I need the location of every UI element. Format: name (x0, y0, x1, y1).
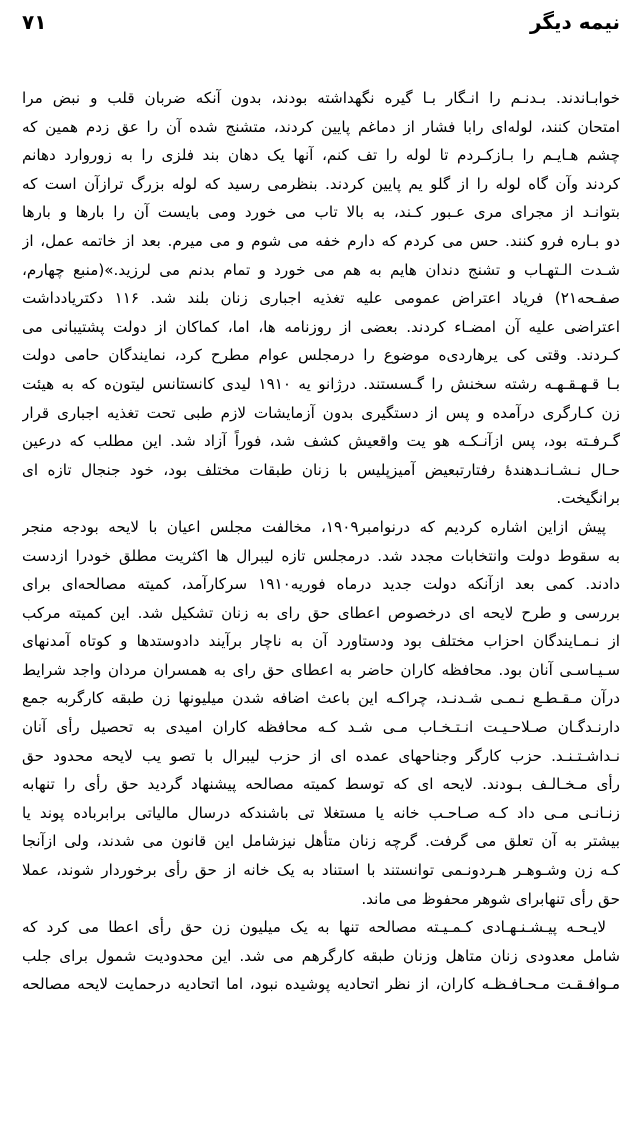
paragraph-1 (22, 84, 620, 513)
paragraph-3 (22, 913, 620, 999)
text-line: رأی مـخـالـف بـودند. لایحه ای که توسط کمیته مصالحه پیشنهاد گردید حق رأی را تنهابه (22, 775, 620, 794)
text-line: بررسی و طرح لایحه ای درخصوص اعطای حق رای به زنان تشکیل شد. این کمیته مرکب (22, 603, 620, 622)
text-line: امتحان کنند، لوله‌ای رابا فشار از دماغم پایین کردند، متشنج شده آن را عق زدم همین که (22, 117, 620, 136)
text-line: حق رأی تنهابرای شوهر محفوظ می ماند. (361, 889, 620, 908)
text-line: حـال نـشـانـدهندهٔ رفتارتبعیض آمیزپلیس با زنان طبقات مختلف بود، خود جنجال تازه ای (22, 460, 620, 479)
text-line: پیش ازاین اشاره کردیم که درنوامبر۱۹۰۹، مخالفت مجلس اعیان با لایحه بودجه منجر (22, 517, 606, 536)
paragraph-2 (22, 513, 620, 913)
text-line: کـه زن وشـوهـر هـردونـمی توانستند با استناد به یک خانه از حق رأی برخوردار شوند، عملا (22, 861, 620, 880)
page-number: ۷۱ (22, 10, 47, 34)
running-title: نیمه دیگر (529, 10, 620, 34)
text-line: زن کـارگری درآمده و پس از دستگیری بدون آزمایشات لازم طبی تحت تغذیه اجباری قرار (22, 403, 620, 422)
text-line: صفـحه۲۱) فریاد اعتراض عمومی علیه تغذیه اجباری زنان بلند شد. ۱۱۶ دکتریادداشت (22, 289, 620, 308)
text-line: کـردند. وقتی کی یرهاردی‌ه موضوع را درمجلس عوام مطرح کرد، نمایندگان حامی دولت (22, 346, 620, 365)
body-text (22, 84, 620, 999)
text-line: اعتراضی علیه آن امضـاء کردند. بعضی از روزنامه ها، اما، کماکان از دولت پشتیبانی می (22, 317, 620, 336)
text-line: بیشتر به آن تعلق می گرفت. گرچه زنان متأهل نیزشامل این قانون می شدند، ولی ازآنجا (22, 832, 620, 851)
text-line: مـوافـقـت مـحـافـظـه کاران، از نظر اتحادیه پوشیده نبود، اما اتحادیه درحمایت لایحه مصالحه (22, 975, 620, 994)
text-line: سـیـاسـی آنان بود. محافظه کاران حاضر به اعطای حق رای به همسران مردان واجد شرایط (22, 660, 620, 679)
text-line: دو بـاره فرو کنند. حس می کردم که دارم خفه می شوم و می میرم. بعد از خاتمه عمل، از (22, 231, 620, 250)
text-line: دادند. کمی بعد ازآنکه دولت جدید درماه فوریه۱۹۱۰ سرکارآمد، کمیته مصالحه‌ای برای (22, 575, 620, 594)
page-header (22, 4, 620, 40)
text-line: به سقوط دولت وانتخابات مجدد شد. درمجلس تازه لیبرال ها اکثریت مطلق خودرا ازدست (22, 546, 620, 565)
text-line: برانگیخت. (556, 489, 620, 508)
text-line: گـرفـته بود، پس ازآنـکـه هو یت واقعیش کشف شد، فوراً آزاد شد. این مطلب که درعین (22, 432, 620, 451)
text-line: دارنـدگـان صـلاحـیـت انـتـخـاب مـی شـد کـه محافظه کاران امیدی به تحصیل رأی آنان (22, 718, 620, 737)
text-line: زنـانـی مـی داد کـه صـاحـب خانه یا مستغلا تی باشند‌که درسال مالیاتی برابرباده پوند یا (22, 803, 620, 822)
text-line: نـداشـتـنـد. حزب کارگر وجناحهای عمده ای از حزب لیبرال با تصو یب لایحه محدود حق (22, 746, 620, 765)
text-line: لایـحـه پیـشـنـهـادی کـمـیـته مصالحه تنها به یک میلیون زن حق رأی اعطا می کرد که (22, 918, 606, 937)
text-line: شـدت الـتهـاب و تشنج دندان هایم به هم می خورد و تمام بدنم می لرزید.»(منبع چهارم، (22, 260, 620, 279)
text-line: درآن مـقـطـع نـمـی شـدنـد، چراکـه این باعث اضافه شدن میلیونها زن طبقه کارگربه جمع (22, 689, 620, 708)
text-line: شامل معدودی زنان متاهل وزنان طبقه کارگرهم می شد. این محدودیت شمول برای جلب (22, 946, 620, 965)
text-line: از نـمـایندگان احزاب مختلف بود ودستاورد آن به ناچار برآیند دادوستدها و کوتاه آمدنهای (22, 632, 620, 651)
text-line: بـا قـهـقـهـه رشته سخنش را گـسستند. درژانو یه ۱۹۱۰ لیدی کانستانس لیتون‌ه که به هیئت (22, 374, 620, 393)
text-line: چشم هـایـم را بـازکـردم تا لوله را تف کنم، آنها یک دهان بند فلزی را به زوروارد دهانم (22, 146, 620, 165)
text-line: بتوانـد از مجرای مری عـبور کـند، به بالا تاب می خورد ومی بایست آن را بارها و بارها (22, 203, 620, 222)
text-line: خوابـاندند. بـدنـم را انـگار بـا گیره نگهداشته بودند، بدون آنکه ضربان قلب و نبض مرا (22, 89, 620, 107)
text-line: کردند وآن گاه لوله را از گلو یم پایین کردند. بنظرمی رسید که لوله بزرگ ترازآن است که (22, 174, 620, 193)
